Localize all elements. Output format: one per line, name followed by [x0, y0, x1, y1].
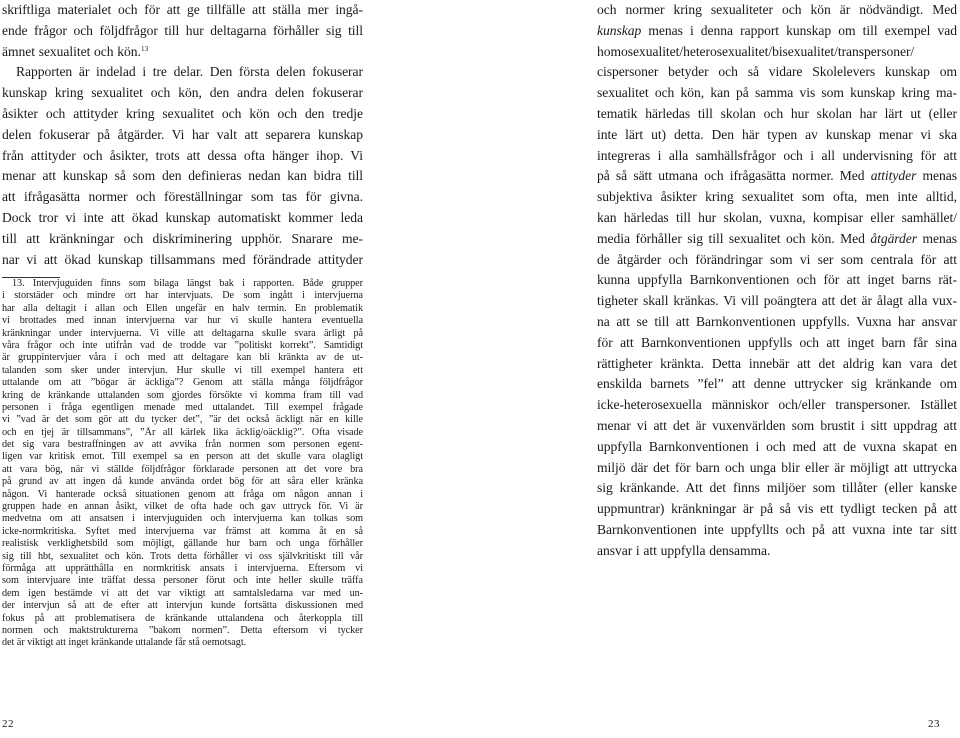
- body-line: na att se till att Barnkonventionen uppfylls. Vuxna har ansvar: [597, 313, 957, 329]
- footnote-line: förmåga att upprätthålla en normkritisk ansats i intervjuerna. Eftersom vi: [2, 562, 363, 574]
- footnote-line: talanden som sker under intervjun. Hur skulle vi till exempel hantera ett: [2, 364, 363, 376]
- body-line: ende frågor och följdfrågor till hur deltagarna förhåller sig till: [2, 22, 363, 38]
- body-line: menar att kunskap så som den definieras nedan kan bidra till: [2, 168, 363, 184]
- defined-term: kunskap: [597, 22, 642, 38]
- footnote-line: sig till hbt, sexualitet och kön. Trots detta förhåller vi oss självkritiskt till vår: [2, 550, 363, 562]
- footnote-line: ligen var kritisk emot. Till exempel sa en person att det skulle vara olagligt: [2, 451, 363, 463]
- page-number-right: 23: [928, 718, 940, 730]
- defined-term: attityder: [870, 168, 917, 184]
- footnote-line: der intervjun så att de efter att intervjun kunde fortsätta diskussionen med: [2, 600, 363, 612]
- body-line: Barnkonventionen inte uppfyllts och på att vuxna inte tar sitt: [597, 521, 957, 537]
- footnote-line: gruppen hade en annan åsikt, vilket de ofta hade och gav uttryck för. Vi är: [2, 501, 363, 513]
- footnote-line: på grund av att ingen då kunde använda ordet bög för att såra eller kränka: [2, 476, 363, 488]
- body-line: media förhåller sig till sexualitet och kön. Med åtgärder menas: [597, 230, 957, 246]
- footnote-line: har alla deltagit i allan och Ellen ungefär en halv termin. En problematik: [2, 302, 363, 314]
- body-line: homosexualitet/heterosexualitet/bisexualitet/transpersoner/: [597, 43, 915, 59]
- body-line: uppfylla Barnkonventionen i och med att de vuxna skapat en: [597, 438, 957, 454]
- footnote-line: medvetna om att ansatsen i intervjuguiden och intervjuerna kan tolkas som: [2, 513, 363, 525]
- body-line: och normer kring sexualiteter och kön är nödvändigt. Med: [597, 2, 957, 17]
- body-line: nar vi att ökad kunskap tillsammans med förändrade attityder: [2, 251, 363, 267]
- footnote-reference: 13: [140, 43, 149, 53]
- footnote-line: att vara bög, när vi ställde följdfrågor förklarade personen att det vore bra: [2, 463, 363, 475]
- body-line: Rapporten är indelad i tre delar. Den första delen fokuserar: [16, 64, 363, 80]
- body-line: till att kränkningar och diskriminering upphör. Snarare me-: [2, 230, 363, 246]
- footnote-line: dem igen bestämde vi att det var viktigt att samtalsledarna var med un-: [2, 587, 363, 599]
- body-line: åsikter och attityder kring sexualitet och kön och den tredje: [2, 105, 363, 121]
- body-line: ansvar i att uppfylla densamma.: [597, 542, 771, 558]
- body-line: kunna uppfylla Barnkonventionen och för att inget barns rät-: [597, 272, 957, 288]
- body-line: att ifrågasätta normer och föreställningar som tas för givna.: [2, 189, 363, 205]
- body-line: från attityder och åsikter, trots att dessa ofta hänger ihop. Vi: [2, 147, 363, 163]
- footnote-line: det är viktigt att inget kränkande uttalande får stå oemotsagt.: [2, 637, 247, 649]
- body-line: Dock tror vi inte att ökad kunskap automatiskt kommer leda: [2, 209, 363, 225]
- body-line: inte lärt ut) detta. Den här typen av kunskap menar vi ska: [597, 126, 957, 142]
- body-line: tigheter skall kränkas. Vi vill poängtera att det är ålagt alla vux-: [597, 293, 957, 309]
- body-line: uppmuntrar) kränkningar är på så vis ett tydligt tecken på att: [597, 501, 957, 517]
- footnote-line: är gruppintervjuer våra i och med att deltagare kan bli kränkta av de ut-: [2, 352, 363, 364]
- page-number-left: 22: [2, 718, 14, 730]
- defined-term: åtgärder: [870, 230, 918, 246]
- footnote-line: och en tjej är tillsammans”, ”Är all kärlek lika äcklig/oäcklig?”. Ofta visade: [2, 426, 363, 438]
- body-line: subjektiva åsikter kring sexualitet som ofta, men inte alltid,: [597, 189, 957, 205]
- body-line: cispersoner betyder och så vidare Skolelevers kunskap om: [597, 64, 957, 80]
- body-line: kunskap kring sexualitet och kön, den andra delen fokuserar: [2, 85, 363, 101]
- body-line: icke-heterosexuella människor och/eller transpersoner. Istället: [597, 397, 957, 413]
- footnote-line: fokus på att problematisera de kränkande uttalandena och återkoppla till: [2, 612, 363, 624]
- body-line: skriftliga materialet och för att ge tillfälle att ställa mer ingå-: [2, 2, 363, 17]
- footnote-line: personen i fråga egentligen menade med uttalandet. Till exempel frågade: [2, 401, 363, 413]
- body-line: för att Barnkonventionen uppfylls och att inget barn får sina: [597, 334, 957, 350]
- footnote-line: som intervjuare inte träffat dessa personer förut och inte heller skulle träffa: [2, 575, 363, 587]
- body-line: tematik härledas till skolan och hur skolan har lärt ut (eller: [597, 105, 957, 121]
- right-page: [480, 0, 960, 738]
- body-line: ämnet sexualitet och kön.$^{13}$: [2, 43, 149, 59]
- footnote-line: i storstäder och mindre ort har intervjuats. De som ingått i intervjuerna: [2, 290, 363, 302]
- body-line: menar vi att det är vuxenvärlden som brustit i sitt uppdrag att: [597, 417, 957, 433]
- body-line: sig kränkande. Att det finns miljöer som tillåter (eller kanske: [597, 480, 957, 496]
- footnote-line: kränkningar under intervjuerna. Vi ville att deltagarna skulle svara ärligt på: [2, 327, 363, 339]
- footnote-line: uttalande om att ”bögar är äckliga”? Genom att ställa många följdfrågor: [2, 377, 363, 389]
- body-line: integreras i alla samhällsfrågor och i all undervisning för att: [597, 147, 957, 163]
- footnote-line: det sig vara bestraffningen av att avvika från normen som personen egent-: [2, 439, 363, 451]
- footnote-line: våra frågor och inte utifrån vad de trodde var ”politiskt korrekt”. Samtidigt: [2, 339, 363, 351]
- body-line: rättigheter kränkta. Detta innebär att det aldrig kan vara det: [597, 355, 957, 371]
- footnote-line: realistisk verklighetsbild som möjligt, gällande hur barn och unga förhåller: [2, 538, 363, 550]
- footnote-13: [2, 278, 363, 650]
- body-line: de åtgärder och förändringar som vi ser som centrala för att: [597, 251, 957, 267]
- body-line: enskilda barnets ”fel” att denne uttrycker sig kränkande om: [597, 376, 957, 392]
- footnote-line: kring de kränkande uttalanden som gjordes försökte vi komma fram till vad: [2, 389, 363, 401]
- body-line: på så sätt utmana och ifrågasätta normer. Med attityder menas: [597, 168, 957, 184]
- footnote-line: vi brottades med innan intervjuerna var hur vi skulle hantera eventuella: [2, 315, 363, 327]
- right-body-text: [597, 0, 957, 562]
- footnote-line: 13. Intervjuguiden finns som bilaga längst bak i rapporten. Både grupper: [12, 278, 363, 289]
- footnote-line: någon. Vi hanterade också situationen genom att fråga om någon annan i: [2, 488, 363, 500]
- footnote-line: normen och maktstrukturerna ”bakom normen”. Detta eftersom vi tycker: [2, 624, 363, 636]
- body-line: delen fokuserar på åtgärder. Vi har valt att separera kunskap: [2, 126, 363, 142]
- body-line: miljö där det för barn och unga blir eller är möjligt att uttrycka: [597, 459, 957, 475]
- body-line: kan härledas till hur skolan, vuxna, kompisar eller samhället/: [597, 209, 957, 225]
- footnote-line: icke-normkritiska. Syftet med intervjuerna var främst att komma åt en så: [2, 525, 363, 537]
- left-body-text: [2, 0, 363, 270]
- body-line: kunskap menas i denna rapport kunskap om till exempel vad: [597, 22, 957, 38]
- body-line: sexualitet och kön, kan på samma vis som kunskap kring ma-: [597, 85, 957, 101]
- footnote-line: vi ”vad är det som gör att du tycker det”, ”är det också äckligt när en kille: [2, 414, 363, 426]
